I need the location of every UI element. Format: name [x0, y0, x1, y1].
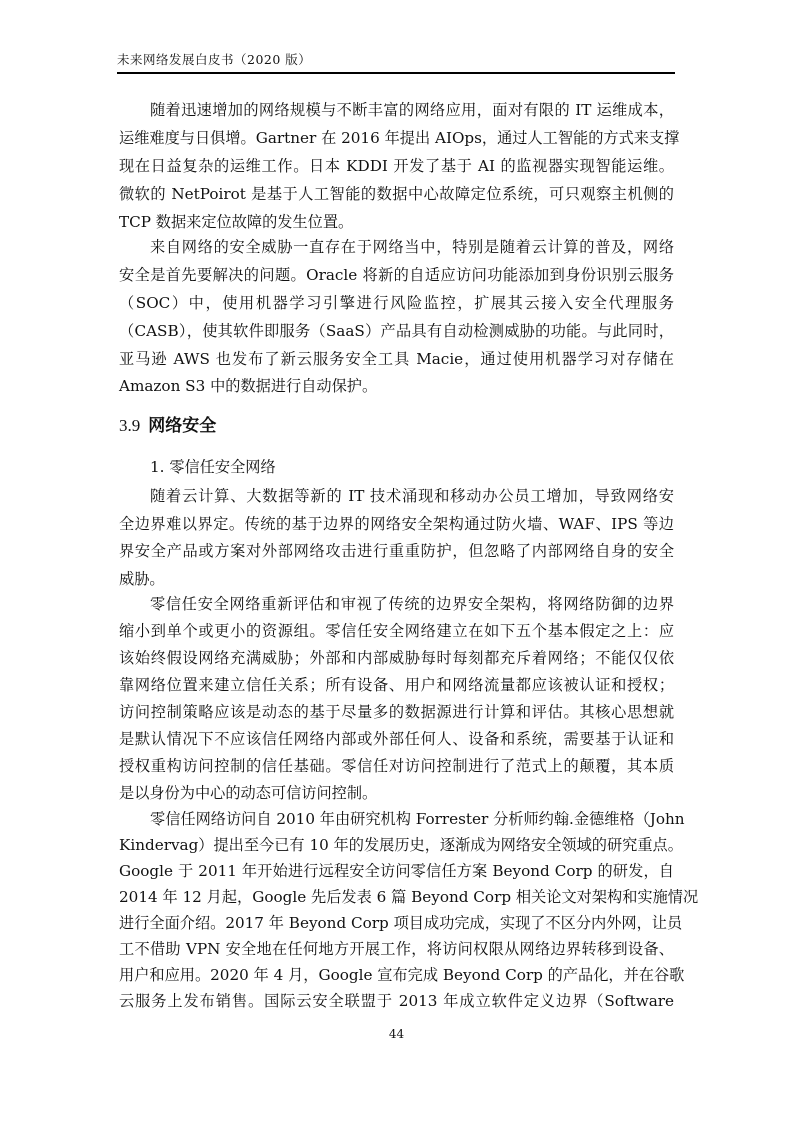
text-line: 安全是首先要解决的问题。Oracle 将新的自适应访问功能添加到身份识别云服务: [119, 266, 674, 284]
text-line: 靠网络位置来建立信任关系；所有设备、用户和网络流量都应该被认证和授权；: [119, 676, 674, 694]
text-line: 随着迅速增加的网络规模与不断丰富的网络应用，面对有限的 IT 运维成本，: [150, 101, 674, 119]
subsection-heading: 1. 零信任安全网络: [150, 458, 276, 476]
text-line: 零信任安全网络重新评估和审视了传统的边界安全架构，将网络防御的边界: [150, 595, 674, 613]
text-line: 现在日益复杂的运维工作。日本 KDDI 开发了基于 AI 的监视器实现智能运维。: [119, 157, 674, 175]
text-line: 进行全面介绍。2017 年 Beyond Corp 项目成功完成，实现了不区分内外网，让员: [119, 914, 683, 932]
page-number: 44: [388, 1027, 405, 1041]
section-title: 网络安全: [148, 416, 217, 436]
text-line: 授权重构访问控制的信任基础。零信任对访问控制进行了范式上的颠覆，其本质: [119, 757, 674, 775]
text-line: 云服务上发布销售。国际云安全联盟于 2013 年成立软件定义边界（Software: [119, 992, 674, 1010]
section-heading: [119, 411, 216, 436]
text-line: （CASB），使其软件即服务（SaaS）产品具有自动检测威胁的功能。与此同时，: [119, 322, 674, 340]
header-title: 未来网络发展白皮书（2020 版）: [117, 52, 312, 67]
header-divider: [117, 72, 675, 74]
text-line: Amazon S3 中的数据进行自动保护。: [119, 377, 378, 395]
text-line: Kindervag）提出至今已有 10 年的发展历史，逐渐成为网络安全领域的研究重点。: [119, 836, 683, 854]
text-line: 是以身份为中心的动态可信访问控制。: [119, 784, 378, 802]
text-line: 运维难度与日俱增。Gartner 在 2016 年提出 AIOps，通过人工智能的方式来支撑: [119, 129, 680, 147]
text-line: 2014 年 12 月起，Google 先后发表 6 篇 Beyond Corp 相关论文对架构和实施情况: [119, 888, 699, 906]
text-line: 微软的 NetPoirot 是基于人工智能的数据中心故障定位系统，可只观察主机侧的: [119, 185, 674, 203]
text-line: TCP 数据来定位故障的发生位置。: [119, 213, 354, 231]
text-line: 界安全产品或方案对外部网络攻击进行重重防护，但忽略了内部网络自身的安全: [119, 542, 674, 560]
text-line: 威胁。: [119, 570, 165, 588]
section-number: 3.9: [119, 416, 141, 435]
text-line: 用户和应用。2020 年 4 月，Google 宣布完成 Beyond Corp 的产品化，并在谷歌: [119, 966, 685, 984]
text-line: 随着云计算、大数据等新的 IT 技术涌现和移动办公员工增加，导致网络安: [150, 487, 674, 505]
text-line: （SOC）中，使用机器学习引擎进行风险监控，扩展其云接入安全代理服务: [119, 294, 674, 312]
text-line: 是默认情况下不应该信任网络内部或外部任何人、设备和系统，需要基于认证和: [119, 730, 674, 748]
text-line: 工不借助 VPN 安全地在任何地方开展工作，将访问权限从网络边界转移到设备、: [119, 940, 674, 958]
text-line: Google 于 2011 年开始进行远程安全访问零信任方案 Beyond Corp 的研发，自: [119, 862, 674, 880]
text-line: 零信任网络访问自 2010 年由研究机构 Forrester 分析师约翰.金德维格（John: [150, 810, 685, 828]
text-line: 该始终假设网络充满威胁；外部和内部威胁每时每刻都充斥着网络；不能仅仅依: [119, 649, 674, 667]
text-line: 全边界难以界定。传统的基于边界的网络安全架构通过防火墙、WAF、IPS 等边: [119, 515, 674, 533]
text-line: 亚马逊 AWS 也发布了新云服务安全工具 Macie，通过使用机器学习对存储在: [119, 350, 674, 368]
text-line: 来自网络的安全威胁一直存在于网络当中，特别是随着云计算的普及，网络: [150, 238, 674, 256]
text-line: 缩小到单个或更小的资源组。零信任安全网络建立在如下五个基本假定之上：应: [119, 622, 674, 640]
text-line: 访问控制策略应该是动态的基于尽量多的数据源进行计算和评估。其核心思想就: [119, 703, 674, 721]
